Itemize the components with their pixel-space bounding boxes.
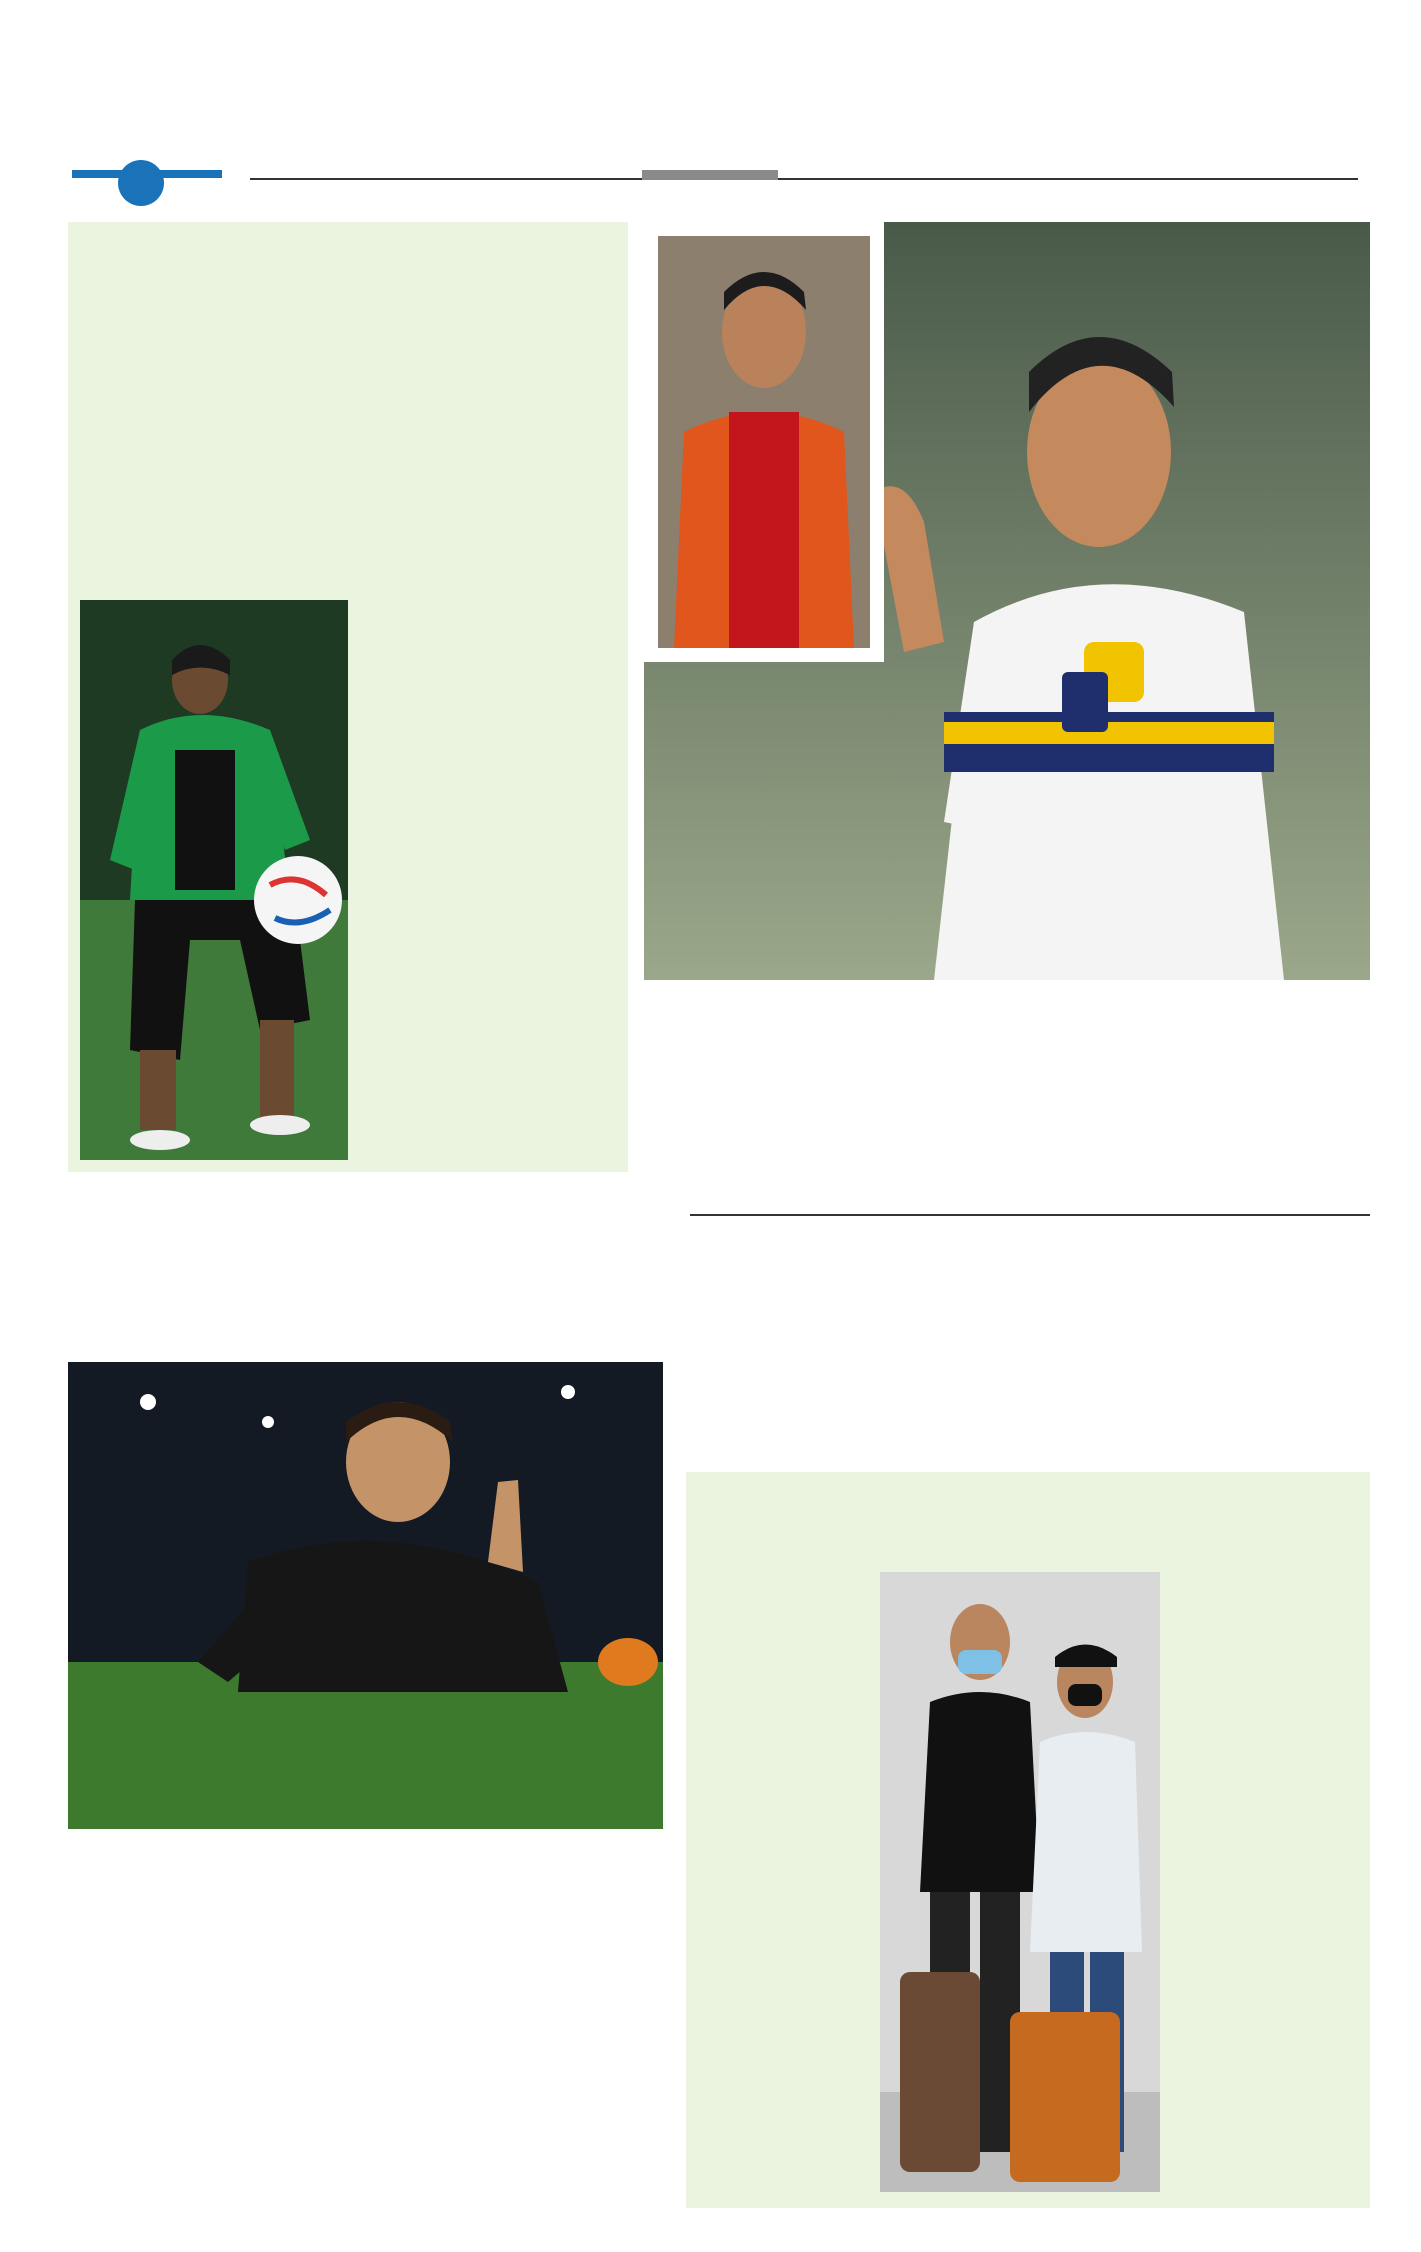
header-rule bbox=[250, 178, 1358, 180]
gustavo-col-1 bbox=[462, 1840, 662, 2230]
gustavo-col-3 bbox=[68, 1840, 254, 2230]
hamdallah-col-2 bbox=[884, 990, 1116, 1182]
hamdallah-col-3 bbox=[644, 990, 874, 1182]
hamdallah-photo bbox=[644, 222, 1370, 980]
wahda-photo bbox=[880, 1572, 1160, 2192]
competitions-col-2 bbox=[690, 1290, 1030, 1460]
gustavo-col-2 bbox=[262, 1840, 454, 2230]
asiri-col-1 bbox=[350, 432, 608, 952]
hamdallah-col-1 bbox=[1126, 990, 1368, 1182]
gustavo-photo bbox=[68, 1362, 663, 1829]
wahda-col-1 bbox=[1170, 1572, 1360, 2192]
competitions-col-1 bbox=[1040, 1290, 1370, 1460]
asiri-photo bbox=[80, 600, 348, 1160]
competitions-rule bbox=[690, 1214, 1370, 1216]
page-number bbox=[118, 160, 164, 206]
asiri-col-2 bbox=[80, 432, 338, 592]
logo-underline bbox=[642, 170, 778, 180]
